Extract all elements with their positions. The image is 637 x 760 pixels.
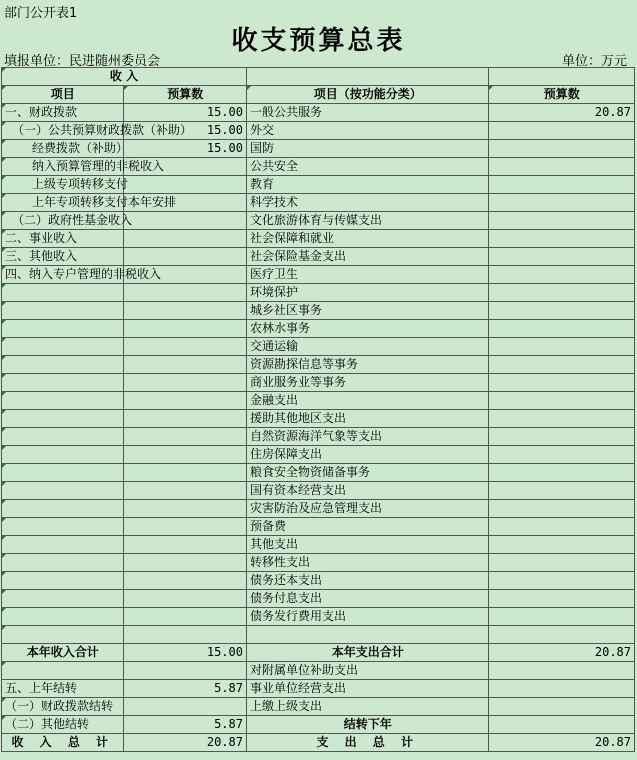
income-value-cell[interactable] xyxy=(124,500,246,518)
header-expense-group-blank[interactable] xyxy=(489,68,635,86)
expense-value-cell[interactable] xyxy=(489,176,635,194)
expense-value-cell[interactable] xyxy=(489,266,635,284)
expense-value-cell[interactable]: 20.87 xyxy=(489,104,635,122)
table-row xyxy=(2,716,635,734)
income-item-cell[interactable]: 二、事业收入 xyxy=(2,230,124,248)
budget-table xyxy=(1,67,635,752)
expense-item-cell[interactable]: 城乡社区事务 xyxy=(246,302,489,320)
expense-item-cell[interactable]: 科学技术 xyxy=(246,194,489,212)
table-row xyxy=(2,212,635,230)
other-carry-label[interactable]: （二）其他结转 xyxy=(2,716,124,734)
table-row xyxy=(2,140,635,158)
header-expense-budget[interactable]: 预算数 xyxy=(489,86,635,104)
expense-item-cell[interactable] xyxy=(246,626,489,644)
income-item-cell[interactable] xyxy=(2,482,124,500)
table-row xyxy=(2,644,635,662)
income-value-cell[interactable] xyxy=(124,230,246,248)
income-value-cell[interactable] xyxy=(124,608,246,626)
business-label[interactable]: 事业单位经营支出 xyxy=(246,680,489,698)
expense-item-cell[interactable]: 粮食安全物资储备事务 xyxy=(246,464,489,482)
income-item-cell[interactable] xyxy=(2,392,124,410)
expense-item-cell[interactable]: 社会保障和就业 xyxy=(246,230,489,248)
expense-value-cell[interactable] xyxy=(489,590,635,608)
expense-value-cell[interactable] xyxy=(489,392,635,410)
income-item-cell[interactable]: 纳入预算管理的非税收入 xyxy=(2,158,124,176)
income-item-cell[interactable]: 上年专项转移支付本年安排 xyxy=(2,194,124,212)
income-item-cell[interactable]: 经费拨款（补助） xyxy=(2,140,124,158)
income-value-cell[interactable] xyxy=(124,626,246,644)
expense-item-cell[interactable]: 预备费 xyxy=(246,518,489,536)
income-value-cell[interactable] xyxy=(124,392,246,410)
sheet-label: 部门公开表1 xyxy=(4,6,78,21)
income-value-cell[interactable] xyxy=(124,356,246,374)
expense-value-cell[interactable] xyxy=(489,482,635,500)
income-value-cell[interactable] xyxy=(124,590,246,608)
expense-item-cell[interactable]: 援助其他地区支出 xyxy=(246,410,489,428)
expense-value-cell[interactable] xyxy=(489,122,635,140)
table-row xyxy=(2,428,635,446)
table-row xyxy=(2,554,635,572)
expense-value-cell[interactable] xyxy=(489,608,635,626)
income-value-cell[interactable] xyxy=(124,446,246,464)
table-row xyxy=(2,734,635,752)
table-row xyxy=(2,464,635,482)
blank-cell[interactable] xyxy=(124,698,246,716)
income-item-cell[interactable] xyxy=(2,410,124,428)
expense-value-cell[interactable] xyxy=(489,302,635,320)
table-row xyxy=(2,176,635,194)
income-item-cell[interactable] xyxy=(2,356,124,374)
expense-value-cell[interactable] xyxy=(489,410,635,428)
header-expense-item[interactable]: 项目（按功能分类） xyxy=(246,86,489,104)
income-value-cell[interactable] xyxy=(124,554,246,572)
income-value-cell[interactable] xyxy=(124,302,246,320)
blank-cell[interactable] xyxy=(489,716,635,734)
expense-item-cell[interactable]: 农林水事务 xyxy=(246,320,489,338)
income-item-cell[interactable]: （一）公共预算财政拨款（补助） xyxy=(2,122,124,140)
income-item-cell[interactable] xyxy=(2,320,124,338)
expense-item-cell[interactable]: 灾害防治及应急管理支出 xyxy=(246,500,489,518)
header-expense-group-blank[interactable] xyxy=(246,68,489,86)
expense-item-cell[interactable]: 一般公共服务 xyxy=(246,104,489,122)
other-carry-value[interactable]: 5.87 xyxy=(124,716,246,734)
header-row-columns xyxy=(2,86,635,104)
table-row xyxy=(2,248,635,266)
income-value-cell[interactable] xyxy=(124,536,246,554)
income-value-cell[interactable] xyxy=(124,212,246,230)
expense-value-cell[interactable] xyxy=(489,536,635,554)
expense-value-cell[interactable] xyxy=(489,140,635,158)
expense-value-cell[interactable] xyxy=(489,320,635,338)
expense-value-cell[interactable] xyxy=(489,428,635,446)
table-row xyxy=(2,572,635,590)
table-row xyxy=(2,104,635,122)
table-row xyxy=(2,320,635,338)
income-value-cell[interactable] xyxy=(124,518,246,536)
income-item-cell[interactable] xyxy=(2,302,124,320)
table-row xyxy=(2,680,635,698)
income-item-cell[interactable] xyxy=(2,428,124,446)
blank-cell[interactable] xyxy=(124,662,246,680)
expense-item-cell[interactable]: 商业服务业等事务 xyxy=(246,374,489,392)
table-row xyxy=(2,284,635,302)
table-row xyxy=(2,626,635,644)
expense-item-cell[interactable]: 交通运输 xyxy=(246,338,489,356)
blank-cell[interactable] xyxy=(489,698,635,716)
income-item-cell[interactable] xyxy=(2,590,124,608)
table-row xyxy=(2,698,635,716)
expense-value-cell[interactable] xyxy=(489,374,635,392)
table-row xyxy=(2,662,635,680)
income-value-cell[interactable] xyxy=(124,158,246,176)
expense-value-cell[interactable] xyxy=(489,626,635,644)
income-value-cell[interactable] xyxy=(124,284,246,302)
income-item-cell[interactable] xyxy=(2,518,124,536)
blank-cell[interactable] xyxy=(489,662,635,680)
income-item-cell[interactable] xyxy=(2,500,124,518)
expense-total-value[interactable]: 20.87 xyxy=(489,644,635,662)
grand-income-label[interactable]: 收 入 总 计 xyxy=(2,734,124,752)
income-item-cell[interactable]: （二）政府性基金收入 xyxy=(2,212,124,230)
income-value-cell[interactable] xyxy=(124,482,246,500)
income-item-cell[interactable] xyxy=(2,554,124,572)
expense-item-cell[interactable]: 债务发行费用支出 xyxy=(246,608,489,626)
expense-item-cell[interactable]: 文化旅游体育与传媒支出 xyxy=(246,212,489,230)
income-value-cell[interactable] xyxy=(124,194,246,212)
carry-next-label[interactable]: 结转下年 xyxy=(246,716,489,734)
expense-value-cell[interactable] xyxy=(489,554,635,572)
expense-value-cell[interactable] xyxy=(489,446,635,464)
table-row xyxy=(2,374,635,392)
header-income-group[interactable]: 收 入 xyxy=(2,68,247,86)
table-row xyxy=(2,500,635,518)
table-row xyxy=(2,266,635,284)
expense-value-cell[interactable] xyxy=(489,194,635,212)
expense-item-cell[interactable]: 转移性支出 xyxy=(246,554,489,572)
grand-expense-value[interactable]: 20.87 xyxy=(489,734,635,752)
income-value-cell[interactable]: 15.00 xyxy=(124,140,246,158)
blank-cell[interactable] xyxy=(489,680,635,698)
table-row xyxy=(2,608,635,626)
income-item-cell[interactable] xyxy=(2,338,124,356)
income-item-cell[interactable] xyxy=(2,284,124,302)
income-item-cell[interactable]: 四、纳入专户管理的非税收入 xyxy=(2,266,124,284)
table-row xyxy=(2,590,635,608)
table-row xyxy=(2,518,635,536)
prev-balance-value[interactable]: 5.87 xyxy=(124,680,246,698)
table-row xyxy=(2,230,635,248)
expense-value-cell[interactable] xyxy=(489,338,635,356)
income-total-label[interactable]: 本年收入合计 xyxy=(2,644,124,662)
table-row xyxy=(2,356,635,374)
income-value-cell[interactable] xyxy=(124,338,246,356)
expense-value-cell[interactable] xyxy=(489,356,635,374)
header-row-group xyxy=(2,68,635,86)
income-value-cell[interactable] xyxy=(124,428,246,446)
expense-value-cell[interactable] xyxy=(489,158,635,176)
income-value-cell[interactable] xyxy=(124,410,246,428)
table-row xyxy=(2,392,635,410)
table-row xyxy=(2,410,635,428)
grand-income-value[interactable]: 20.87 xyxy=(124,734,246,752)
expense-item-cell[interactable]: 教育 xyxy=(246,176,489,194)
income-value-cell[interactable]: 15.00 xyxy=(124,104,246,122)
income-item-cell[interactable] xyxy=(2,626,124,644)
remit-label[interactable]: 上缴上级支出 xyxy=(246,698,489,716)
expense-value-cell[interactable] xyxy=(489,248,635,266)
income-value-cell[interactable] xyxy=(124,266,246,284)
table-row xyxy=(2,194,635,212)
income-value-cell[interactable] xyxy=(124,320,246,338)
expense-item-cell[interactable]: 国防 xyxy=(246,140,489,158)
expense-item-cell[interactable]: 国有资本经营支出 xyxy=(246,482,489,500)
header-income-item[interactable]: 项目 xyxy=(2,86,124,104)
grand-expense-label[interactable]: 支 出 总 计 xyxy=(246,734,489,752)
expense-item-cell[interactable]: 自然资源海洋气象等支出 xyxy=(246,428,489,446)
page-title: 收支预算总表 xyxy=(231,26,406,56)
income-value-cell[interactable] xyxy=(124,572,246,590)
income-value-cell[interactable] xyxy=(124,464,246,482)
money-unit: 单位：万元 xyxy=(561,54,627,69)
expense-item-cell[interactable]: 公共安全 xyxy=(246,158,489,176)
income-item-cell[interactable] xyxy=(2,536,124,554)
expense-value-cell[interactable] xyxy=(489,500,635,518)
table-row xyxy=(2,482,635,500)
report-unit: 填报单位：民进随州委员会 xyxy=(4,54,161,69)
income-item-cell[interactable] xyxy=(2,464,124,482)
income-value-cell[interactable] xyxy=(124,176,246,194)
header-income-budget[interactable]: 预算数 xyxy=(124,86,246,104)
income-item-cell[interactable] xyxy=(2,446,124,464)
blank-cell[interactable] xyxy=(2,662,124,680)
prev-balance-label[interactable]: 五、上年结转 xyxy=(2,680,124,698)
income-item-cell[interactable]: 上级专项转移支付 xyxy=(2,176,124,194)
expense-item-cell[interactable]: 金融支出 xyxy=(246,392,489,410)
expense-value-cell[interactable] xyxy=(489,464,635,482)
subsidy-label[interactable]: 对附属单位补助支出 xyxy=(246,662,489,680)
table-row xyxy=(2,338,635,356)
expense-item-cell[interactable]: 医疗卫生 xyxy=(246,266,489,284)
expense-total-label[interactable]: 本年支出合计 xyxy=(246,644,489,662)
expense-item-cell[interactable]: 债务还本支出 xyxy=(246,572,489,590)
expense-item-cell[interactable]: 环境保护 xyxy=(246,284,489,302)
income-value-cell[interactable] xyxy=(124,374,246,392)
table-row xyxy=(2,158,635,176)
expense-item-cell[interactable]: 资源勘探信息等事务 xyxy=(246,356,489,374)
income-item-cell[interactable] xyxy=(2,608,124,626)
income-value-cell[interactable]: 15.00 xyxy=(124,122,246,140)
income-item-cell[interactable]: 一、财政拨款 xyxy=(2,104,124,122)
table-row xyxy=(2,446,635,464)
fiscal-carry-label[interactable]: （一）财政拨款结转 xyxy=(2,698,124,716)
expense-item-cell[interactable]: 其他支出 xyxy=(246,536,489,554)
income-item-cell[interactable]: 三、其他收入 xyxy=(2,248,124,266)
income-value-cell[interactable] xyxy=(124,248,246,266)
expense-value-cell[interactable] xyxy=(489,230,635,248)
table-row xyxy=(2,302,635,320)
expense-item-cell[interactable]: 社会保险基金支出 xyxy=(246,248,489,266)
expense-value-cell[interactable] xyxy=(489,572,635,590)
income-item-cell[interactable] xyxy=(2,374,124,392)
expense-value-cell[interactable] xyxy=(489,212,635,230)
table-row xyxy=(2,122,635,140)
income-total-value[interactable]: 15.00 xyxy=(124,644,246,662)
income-item-cell[interactable] xyxy=(2,572,124,590)
expense-value-cell[interactable] xyxy=(489,284,635,302)
expense-item-cell[interactable]: 住房保障支出 xyxy=(246,446,489,464)
table-row xyxy=(2,536,635,554)
expense-item-cell[interactable]: 外交 xyxy=(246,122,489,140)
expense-item-cell[interactable]: 债务付息支出 xyxy=(246,590,489,608)
expense-value-cell[interactable] xyxy=(489,518,635,536)
